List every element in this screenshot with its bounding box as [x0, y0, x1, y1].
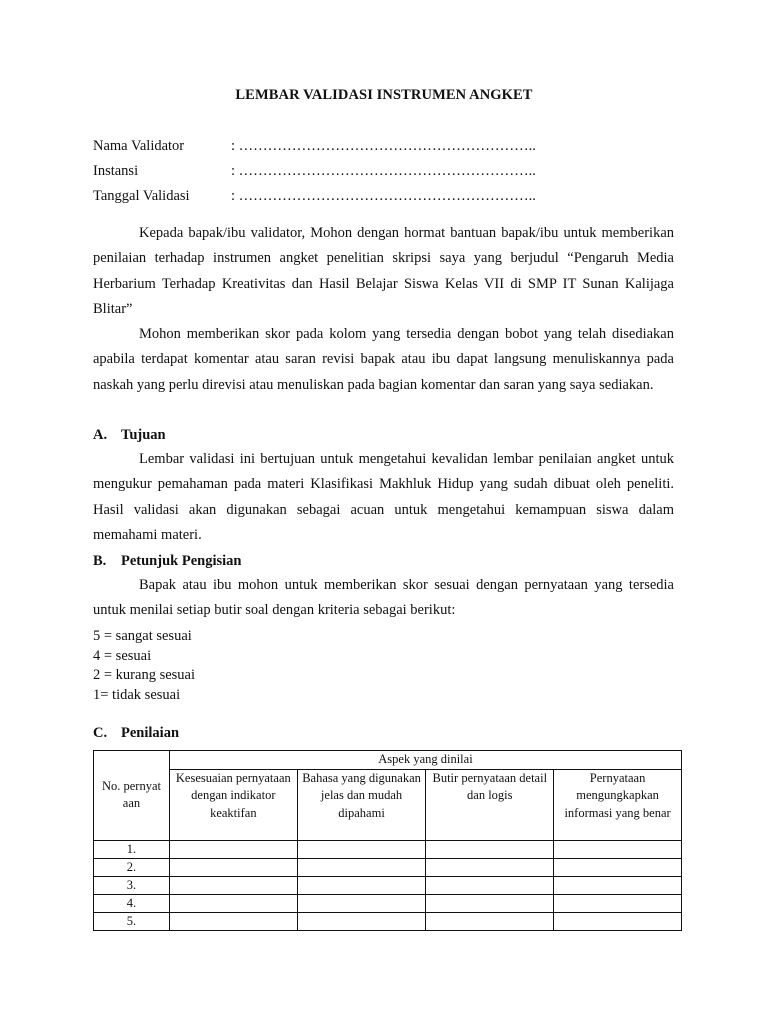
score-cell[interactable] [297, 858, 426, 876]
intro-paragraph-1: Kepada bapak/ibu validator, Mohon dengan hormat bantuan bapak/ibu untuk memberikan penilaian terhadap instrumen angket penelitian skripsi saya yang berjudul “Pengaruh Media Herbarium Terhadap Kreativitas dan Hasil Belajar Siswa Kelas VII di SMP IT Sunan Kalijaga Blitar” [93, 225, 674, 317]
row-number: 2. [94, 858, 170, 876]
scale-item: 1= tidak sesuai [93, 686, 181, 703]
section-b-heading [93, 551, 241, 571]
score-cell[interactable] [169, 840, 297, 858]
score-cell[interactable] [297, 840, 426, 858]
section-title: Penilaian [121, 725, 180, 741]
score-cell[interactable] [169, 912, 297, 930]
scale-item: 4 = sesuai [93, 647, 152, 664]
section-title: Petunjuk Pengisian [121, 553, 242, 569]
section-number: B. [93, 553, 107, 569]
field-label: Tanggal Validasi [93, 188, 190, 204]
section-a-heading [93, 425, 166, 445]
table-row [94, 876, 682, 894]
score-cell[interactable] [554, 894, 682, 912]
header-no-label: No. pernyataan [101, 778, 161, 811]
score-cell[interactable] [554, 876, 682, 894]
header-aspect-4: Pernyataan mengungkapkan informasi yang benar [554, 769, 682, 840]
page-title: LEMBAR VALIDASI INSTRUMEN ANGKET [235, 87, 533, 103]
assessment-table [93, 750, 682, 931]
field-value: : …………………………………………………….. [231, 188, 536, 204]
row-number: 3. [94, 876, 170, 894]
header-aspect-2: Bahasa yang digunakan jelas dan mudah dipahami [297, 769, 426, 840]
field-label: Instansi [93, 163, 139, 179]
score-cell[interactable] [297, 912, 426, 930]
score-cell[interactable] [554, 858, 682, 876]
field-value: : …………………………………………………….. [231, 163, 536, 179]
score-cell[interactable] [169, 876, 297, 894]
header-aspect-3: Butir pernyataan detail dan logis [426, 769, 554, 840]
score-cell[interactable] [426, 876, 554, 894]
section-a-text: Lembar validasi ini bertujuan untuk mengetahui kevalidan lembar penilaian angket untuk mengukur pemahaman pada materi Klasifikasi Makhluk Hidup yang sudah dibuat oleh peneliti. Hasil validasi akan digunakan sebagai acuan untuk mengetahui kemampuan siswa dalam memahami materi. [93, 451, 674, 543]
section-c-heading [93, 723, 179, 743]
score-cell[interactable] [426, 840, 554, 858]
scale-list [93, 627, 195, 705]
header-no-pernyataan [94, 751, 170, 841]
row-number: 4. [94, 894, 170, 912]
section-number: A. [93, 427, 108, 443]
header-aspek-group: Aspek yang dinilai [169, 751, 681, 770]
score-cell[interactable] [169, 894, 297, 912]
table-row [94, 912, 682, 930]
table-row [94, 894, 682, 912]
score-cell[interactable] [426, 894, 554, 912]
intro-paragraph-2: Mohon memberikan skor pada kolom yang tersedia dengan bobot yang telah disediakan apabila terdapat komentar atau saran revisi bapak atau ibu dapat langsung menuliskannya pada naskah yang perlu direvisi atau menuliskan pada bagian komentar dan saran yang saya sediakan. [93, 326, 674, 393]
table-row [94, 840, 682, 858]
row-number: 1. [94, 840, 170, 858]
score-cell[interactable] [297, 876, 426, 894]
table-row [94, 858, 682, 876]
score-cell[interactable] [169, 858, 297, 876]
field-tanggal-validasi [93, 186, 536, 206]
section-b-text: Bapak atau ibu mohon untuk memberikan skor sesuai dengan pernyataan yang tersedia untuk menilai setiap butir soal dengan kriteria sebagai berikut: [93, 577, 674, 619]
score-cell[interactable] [297, 894, 426, 912]
score-cell[interactable] [426, 912, 554, 930]
scale-item: 2 = kurang sesuai [93, 667, 196, 683]
section-number: C. [93, 725, 108, 741]
field-value: : …………………………………………………….. [231, 138, 536, 154]
scale-item: 5 = sangat sesuai [93, 628, 192, 644]
row-number: 5. [94, 912, 170, 930]
field-nama-validator [93, 136, 536, 156]
field-label: Nama Validator [93, 138, 185, 154]
score-cell[interactable] [554, 840, 682, 858]
score-cell[interactable] [426, 858, 554, 876]
score-cell[interactable] [554, 912, 682, 930]
field-instansi [93, 161, 536, 181]
section-title: Tujuan [121, 427, 166, 443]
header-aspect-1: Kesesuaian pernyataan dengan indikator keaktifan [169, 769, 297, 840]
